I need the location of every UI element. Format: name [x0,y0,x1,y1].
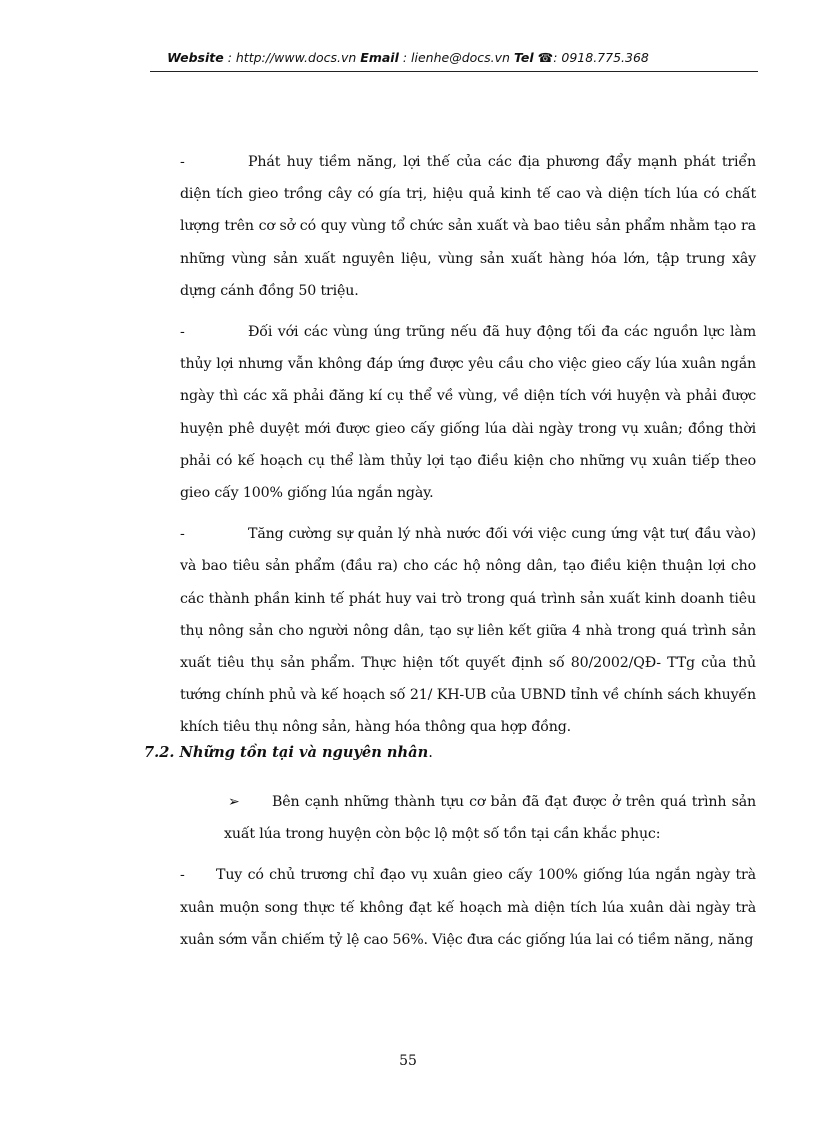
page-header [0,50,816,65]
website-label: Website [167,50,224,65]
section-title: 7.2. Những tồn tại và nguyên nhân [144,744,429,761]
body-text-2 [180,786,756,965]
section-heading [144,744,433,761]
paragraph-text: Tăng cường sự quản lý nhà nước đối với việc cung ứng vật tư( đầu vào) và bao tiêu sản phẩm (đầu ra) cho các hộ nông dân, tạo điều kiện thuận lợi cho các thành phần kinh tế phát huy vai trò trong quá trình sản xuất kinh doanh tiêu thụ nông sản cho người nông dân, tạo sự liên kết giữa 4 nhà trong quá trình sản xuất tiêu thụ sản phẩm. Thực hiện tốt quyết định số 80/2002/QĐ- TTg của thủ tướng chính phủ và kế hoạch số 21/ KH-UB của UBND tỉnh về chính sách khuyến khích tiêu thụ nông sản, hàng hóa thông qua hợp đồng. [180,526,756,736]
paragraph-text: Phát huy tiềm năng, lợi thế của các địa phương đẩy mạnh phát triển diện tích gieo trồng cây có gía trị, hiệu quả kinh tế cao và diện tích lúa có chất lượng trên cơ sở có quy vùng tổ chức sản xuất và bao tiêu sản phẩm nhằm tạo ra những vùng sản xuất nguyên liệu, vùng sản xuất hàng hóa lớn, tập trung xây dựng cánh đồng 50 triệu. [180,154,756,299]
paragraph-1 [180,146,756,307]
page-number: 55 [399,1053,417,1069]
tel-value: : 0918.775.368 [553,50,649,65]
paragraph-2 [180,316,756,509]
paragraph-text: Bên cạnh những thành tựu cơ bản đã đạt được ở trên quá trình sản xuất lúa trong huyện còn bộc lộ một số tồn tại cần khắc phục: [224,794,756,843]
dash-bullet: - [180,526,185,543]
email-value: : lienhe@docs.vn [402,50,510,65]
email-label: Email [360,50,399,65]
paragraph-4 [180,859,756,956]
dash-bullet: - [180,324,185,341]
paragraph-text: Đối với các vùng úng trũng nếu đã huy động tối đa các nguồn lực làm thủy lợi nhưng vẫn không đáp ứng được yêu cầu cho việc gieo cấy lúa xuân ngắn ngày thì các xã phải đăng kí cụ thể về vùng, về diện tích với huyện và phải được huyện phê duyệt mới được gieo cấy giống lúa dài ngày trong vụ xuân; đồng thời phải có kế hoạch cụ thể làm thủy lợi tạo điều kiện cho những vụ xuân tiếp theo gieo cấy 100% giống lúa ngắn ngày. [180,324,756,502]
arrow-bullet-icon: ➢ [228,794,240,810]
phone-icon: ☎ [537,50,554,65]
header-divider [150,71,758,72]
dash-bullet: - [180,154,185,170]
section-trailing-dot: . [428,744,433,761]
paragraph-3 [180,518,756,743]
arrow-paragraph [224,786,756,850]
paragraph-text: Tuy có chủ trương chỉ đạo vụ xuân gieo cấy 100% giống lúa ngắn ngày trà xuân muộn song thực tế không đạt kế hoạch mà diện tích lúa xuân dài ngày trà xuân sớm vẫn chiếm tỷ lệ cao 56%. Việc đưa các giống lúa lai có tiềm năng, năng [180,867,756,948]
website-value: : http://www.docs.vn [227,50,357,65]
dash-bullet: - [180,867,185,884]
body-text [180,146,756,753]
tel-label: Tel [513,50,534,65]
